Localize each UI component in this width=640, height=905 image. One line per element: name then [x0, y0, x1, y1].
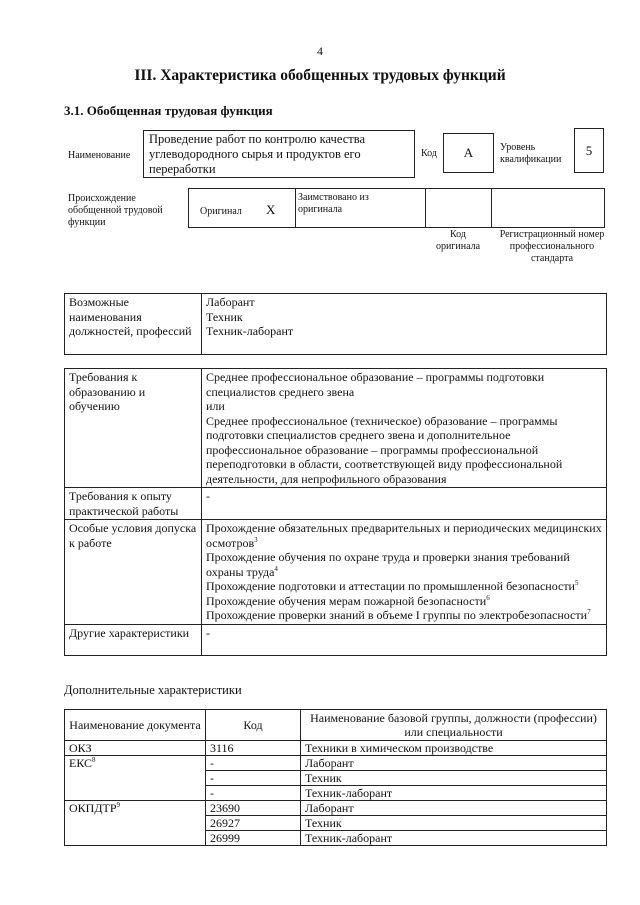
footnote-mark: 6	[486, 593, 490, 602]
footnote-mark: 3	[254, 535, 258, 544]
table-row	[65, 741, 607, 756]
level-value: 5	[574, 128, 604, 173]
additional-title: Дополнительные характеристики	[64, 683, 242, 697]
position-item: Техник	[206, 309, 243, 324]
table-row	[65, 369, 607, 488]
req-line: Среднее профессиональное (техническое) образование – программы подготовки специалистов среднего звена и дополнительное профессиональное образование – программы профессиональной переподготовки в области, соответствующей виду профессиональной деятельности, для непрофильного образования	[206, 413, 563, 486]
req-line: Прохождение подготовки и аттестации по промышленной безопасности$^5$	[206, 579, 579, 593]
name-cell: Техник	[301, 816, 607, 831]
code-cell: 26927	[206, 816, 301, 831]
code-cell: 3116	[206, 741, 301, 756]
name-cell: Техник-лаборант	[301, 831, 607, 846]
reg-number-caption: Регистрационный номер профессионального стандарта	[499, 229, 605, 264]
req-value: -	[202, 624, 607, 655]
header-doc: Наименование документа	[65, 710, 206, 741]
req-line: Прохождение обучения по охране труда и проверки знания требований охраны труда$^4$	[206, 550, 570, 579]
req-line: Прохождение проверки знаний в объеме I группы по электробезопасности$^7$	[206, 608, 591, 622]
footnote-mark: 5	[574, 579, 579, 587]
table-row	[65, 756, 607, 771]
original-mark: X	[266, 202, 276, 217]
req-line: или	[206, 399, 225, 413]
code-cell: -	[206, 771, 301, 786]
req-label: Требования к образованию и обучению	[65, 369, 202, 488]
section-title: III. Характеристика обобщенных трудовых функций	[134, 67, 506, 84]
origin-label: Происхождение обобщенной трудовой функции	[68, 193, 163, 228]
code-cell: -	[206, 786, 301, 801]
footnote-mark: 7	[587, 608, 591, 616]
doc-cell: ОКПДТР$^9$	[65, 801, 206, 846]
original-label: Оригинал	[200, 206, 242, 217]
code-cell: 23690	[206, 801, 301, 816]
additional-table	[64, 709, 607, 846]
table-row	[65, 488, 607, 520]
page-number: 4	[317, 44, 323, 58]
table-row	[65, 520, 607, 625]
function-name: Проведение работ по контролю качества углеводородного сырья и продуктов его переработки	[143, 130, 415, 178]
positions-label: Возможные наименования должностей, профессий	[65, 294, 202, 355]
name-cell: Техник	[301, 771, 607, 786]
doc-cell: ОКЗ	[65, 741, 206, 756]
header-code: Код	[206, 710, 301, 741]
positions-table	[64, 293, 607, 355]
code-cell: 26999	[206, 831, 301, 846]
table-row	[65, 710, 607, 741]
req-value	[202, 369, 607, 488]
table-row	[65, 624, 607, 655]
footnote-mark: 4	[274, 564, 278, 573]
name-cell: Техник-лаборант	[301, 786, 607, 801]
subsection-title: 3.1. Обобщенная трудовая функция	[64, 103, 273, 118]
code-original-caption: Код оригинала	[435, 229, 481, 252]
level-label: Уровень квалификации	[500, 142, 562, 165]
name-cell: Лаборант	[301, 756, 607, 771]
name-cell: Техники в химическом производстве	[301, 741, 607, 756]
req-label: Особые условия допуска к работе	[65, 520, 202, 625]
code-value: А	[443, 133, 494, 173]
borrowed-label: Заимствовано из оригинала	[298, 192, 369, 215]
requirements-table	[64, 368, 607, 656]
req-line: Прохождение обязательных предварительных и периодических медицинских осмотров$^3$	[206, 521, 602, 550]
code-label: Код	[421, 148, 437, 159]
code-cell: -	[206, 756, 301, 771]
name-label: Наименование	[68, 150, 131, 161]
doc-cell: ЕКС$^8$	[65, 756, 206, 801]
req-line: Прохождение обучения мерам пожарной безопасности$^6$	[206, 593, 490, 608]
req-label: Требования к опыту практической работы	[65, 488, 202, 520]
position-item: Техник-лаборант	[206, 324, 294, 338]
header-name: Наименование базовой группы, должности (профессии) или специальности	[301, 710, 607, 741]
req-value	[202, 520, 607, 625]
req-value: -	[202, 488, 607, 520]
name-cell: Лаборант	[301, 801, 607, 816]
req-label: Другие характеристики	[65, 624, 202, 655]
positions-values	[202, 294, 607, 355]
req-line: Среднее профессиональное образование – программы подготовки специалистов среднего звена	[206, 370, 545, 399]
table-row	[65, 801, 607, 816]
position-item: Лаборант	[206, 295, 255, 309]
